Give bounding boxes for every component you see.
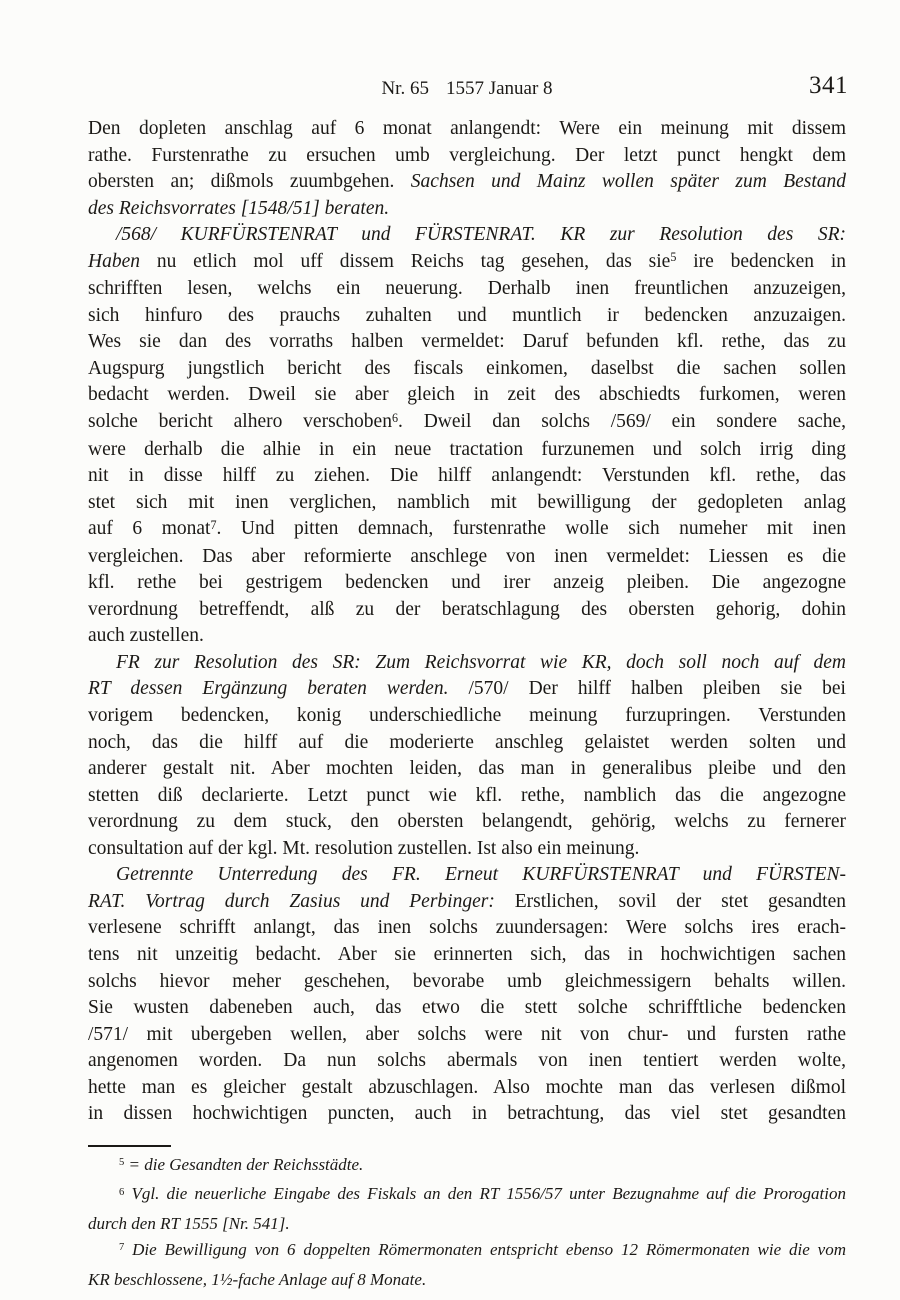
text-segment: Getrennte Unterredung des FR. Erneut KURFÜRSTENRAT und FÜRSTEN- — [116, 864, 846, 886]
text-line — [88, 329, 846, 356]
text-segment: solche bericht alhero verschoben — [88, 411, 392, 433]
text-line — [88, 915, 846, 942]
text-line — [88, 303, 846, 330]
text-line — [88, 382, 846, 409]
text-line — [88, 995, 846, 1022]
footnote-marker: 5 — [670, 250, 677, 265]
text-segment: ire bedencken in — [676, 250, 846, 272]
text-segment: Sachsen und Mainz wollen später zum Bestand — [410, 171, 847, 193]
footnote-marker: 6 — [391, 410, 399, 425]
text-line — [88, 676, 846, 703]
text-segment: . Dweil dan solchs /569/ ein sondere sache, — [398, 411, 846, 433]
text-segment: Erstlichen, sovil der stet gesandten — [494, 890, 846, 912]
text-segment: angenomen worden. Da nun solchs abermals von inen tentiert werden wolte, — [88, 1050, 846, 1072]
text-line — [88, 650, 846, 677]
text-line — [88, 942, 846, 969]
text-segment: RAT. Vortrag durch Zasius und Perbinger: — [88, 890, 495, 912]
text-line — [88, 703, 846, 730]
text-segment: kfl. rethe bei gestrigem bedencken und irer anzeig pleiben. Die angezogne — [88, 572, 846, 594]
text-segment: bedacht werden. Dweil sie aber gleich in zeit des abschiedts furkomen, weren — [88, 384, 846, 406]
text-segment: /570/ Der hilff halben pleiben sie bei — [448, 678, 846, 700]
text-segment: tens nit unzeitig bedacht. Aber sie erinnerten sich, das in hochwichtigen sachen — [88, 943, 846, 965]
text-segment: in dissen hochwichtigen puncten, auch in betrachtung, das viel stet gesandten — [88, 1103, 846, 1125]
footnote-marker: 7 — [119, 1242, 125, 1254]
text-line — [88, 1048, 846, 1075]
text-segment: auch zustellen. — [88, 625, 204, 647]
running-title — [88, 78, 846, 100]
text-line — [88, 463, 846, 490]
text-segment: /568/ KURFÜRSTENRAT und FÜRSTENRAT. KR zur Resolution des SR: — [116, 224, 846, 246]
text-segment: rathe. Furstenrathe zu ersuchen umb vergleichung. Der letzt punct hengkt dem — [88, 144, 846, 166]
text-segment: verordnung zu dem stuck, den obersten belangendt, gehörig, welchs zu fernerer — [88, 811, 846, 833]
text-segment: Den dopleten anschlag auf 6 monat anlangendt: Were ein meinung mit dissem — [88, 118, 846, 139]
text-line — [88, 1181, 846, 1210]
footnote-marker: 6 — [119, 1186, 125, 1198]
text-line — [88, 490, 846, 517]
text-segment: vorigem bedencken, konig underschiedliche meinung furzupringen. Verstunden — [88, 705, 846, 727]
text-segment: anderer gestalt nit. Aber mochten leiden, das man in generalibus pleibe und den — [88, 758, 846, 780]
text-line — [88, 143, 846, 170]
text-segment: verordnung betreffendt, alß zu der beratschlagung des obersten gehorig, dohin — [88, 598, 846, 620]
text-line — [88, 597, 846, 624]
text-segment: durch den RT 1555 [Nr. 541]. — [88, 1213, 290, 1233]
text-segment: solchs hievor meher geschehen, bevorabe umb gleichmessigern behalts willen. — [88, 970, 846, 992]
text-segment: stet sich mit inen verglichen, namblich mit bewilligung der gedopleten anlag — [88, 491, 846, 513]
text-line — [88, 249, 846, 277]
page-number: 341 — [809, 72, 848, 99]
text-line — [88, 836, 846, 863]
text-line — [88, 196, 846, 223]
doc-date: 1557 Januar 8 — [445, 78, 553, 99]
text-line — [88, 1237, 846, 1266]
text-segment: sich hinfuro des prauchs zuhalten und muntlich ir bedencken anzuzaigen. — [88, 304, 846, 326]
text-segment: des Reichsvorrates [1548/51] beraten. — [88, 197, 390, 219]
text-line — [88, 969, 846, 996]
text-line — [88, 356, 846, 383]
footnotes-text — [88, 1152, 846, 1293]
text-line — [88, 544, 846, 571]
text-line — [88, 1152, 846, 1181]
text-segment: Haben — [88, 250, 140, 272]
text-segment: nu etlich mol uff dissem Reichs tag gesehen, das sie — [140, 250, 671, 272]
text-segment: = die Gesandten der Reichsstädte. — [124, 1155, 364, 1174]
text-line — [88, 516, 846, 544]
text-segment: vergleichen. Das aber reformierte anschlege von inen vermeldet: Liessen es die — [88, 545, 846, 567]
text-segment: hette man es gleicher gestalt abzuschlagen. Also mochte man das verlesen dißmol — [88, 1076, 846, 1098]
text-segment: Augspurg jungstlich bericht des fiscals einkomen, daselbst die sachen sollen — [88, 357, 846, 379]
text-segment: were derhalb die alhie in ein neue tractation furzunemen und solch irrig ding — [88, 438, 846, 460]
text-line — [88, 1022, 846, 1049]
text-segment: nit in disse hilff zu ziehen. Die hilff anlangendt: Verstunden kfl. rethe, das — [88, 465, 846, 487]
text-line — [88, 1267, 846, 1293]
text-segment: Die Bewilligung von 6 doppelten Römermonaten entspricht ebenso 12 Römermonaten wie die vom — [124, 1240, 846, 1260]
text-line — [88, 222, 846, 249]
text-line — [88, 276, 846, 303]
text-segment: . Und pitten demnach, furstenrathe wolle sich numeher mit inen — [216, 518, 847, 540]
text-line — [88, 862, 846, 889]
text-segment: schrifften lesen, welchs ein neuerung. Derhalb inen freuntlichen anzuzeigen, — [88, 278, 846, 300]
text-line — [88, 1101, 846, 1128]
text-segment: FR zur Resolution des SR: Zum Reichsvorrat wie KR, doch soll noch auf dem — [116, 651, 846, 673]
text-line — [88, 756, 846, 783]
text-line — [88, 116, 846, 143]
text-segment: obersten an; dißmols zuumbgehen. — [88, 171, 411, 193]
text-segment: verlesene schrifft anlangt, das inen solchs zuundersagen: Were solchs ires erach- — [88, 917, 846, 939]
text-line — [88, 1211, 846, 1237]
text-segment: RT dessen Ergänzung beraten werden. — [88, 678, 449, 700]
text-segment: Vgl. die neuerliche Eingabe des Fiskals an den RT 1556/57 unter Bezugnahme auf die Prorogation — [124, 1184, 846, 1204]
text-segment: Wes sie dan des vorraths halben vermeldet: Daruf befunden kfl. rethe, das zu — [88, 331, 846, 353]
text-segment: noch, das die hilff auf die moderierte anschleg gelaistet werden solten und — [88, 731, 846, 753]
footnote-marker: 7 — [210, 517, 217, 532]
text-line — [88, 169, 846, 196]
text-line — [88, 437, 846, 464]
footnote-separator — [88, 1145, 171, 1147]
text-line — [88, 783, 846, 810]
text-segment: KR beschlossene, 1½-fache Anlage auf 8 Monate. — [88, 1269, 427, 1289]
text-line — [88, 409, 846, 437]
text-segment: consultation auf der kgl. Mt. resolution zustellen. Ist also ein meinung. — [88, 837, 640, 859]
text-line — [88, 570, 846, 597]
text-segment: stetten diß declarierte. Letzt punct wie kfl. rethe, namblich das die angezogne — [88, 784, 846, 806]
text-segment: /571/ mit ubergeben wellen, aber solchs were nit von chur- und fursten rathe — [88, 1023, 846, 1045]
text-line — [88, 1075, 846, 1102]
text-line — [88, 730, 846, 757]
doc-ref: Nr. 65 — [381, 78, 429, 99]
text-segment: Sie wusten dabeneben auch, das etwo die stett solche schrifftliche bedencken — [88, 997, 846, 1019]
footnote-marker: 5 — [119, 1157, 125, 1169]
text-segment: auf 6 monat — [88, 518, 211, 540]
text-line — [88, 809, 846, 836]
text-line — [88, 623, 846, 650]
body-text — [88, 116, 846, 1128]
text-line — [88, 889, 846, 916]
